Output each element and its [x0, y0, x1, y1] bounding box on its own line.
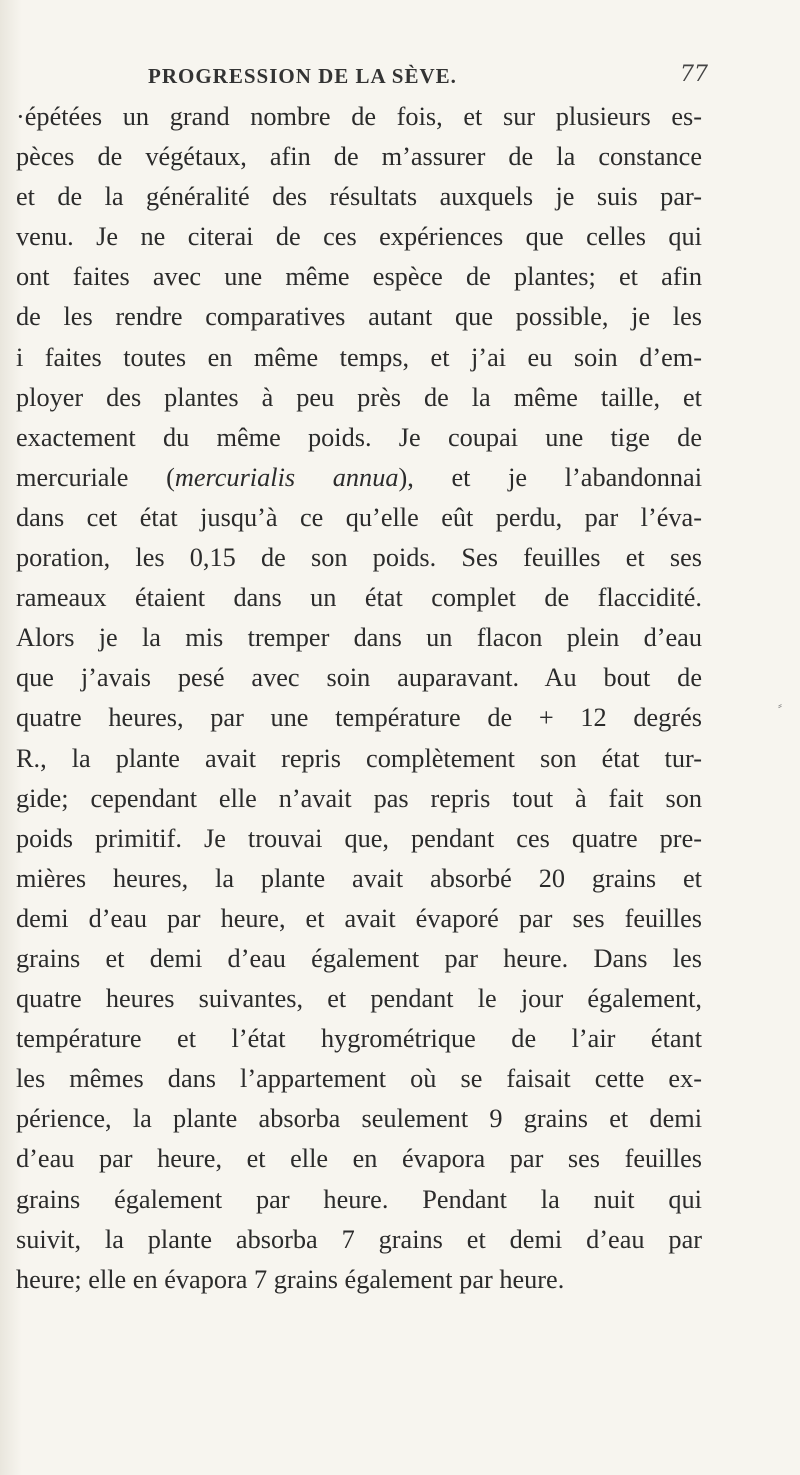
text-line: poration, les 0,15 de son poids. Ses feuilles et ses	[16, 543, 702, 573]
text-line: Alors je la mis tremper dans un flacon plein d’eau	[16, 623, 702, 653]
text-line: pèces de végétaux, afin de m’assurer de la constance	[16, 142, 702, 172]
text-line: demi d’eau par heure, et avait évaporé par ses feuilles	[16, 903, 702, 933]
text-line: de les rendre comparatives autant que possible, je les	[16, 302, 702, 332]
running-head: PROGRESSION DE LA SÈVE.	[148, 64, 457, 88]
text-line: ployer des plantes à peu près de la même taille, et	[16, 382, 702, 412]
text-line: et de la généralité des résultats auxquels je suis par-	[16, 182, 702, 212]
text-line: exactement du même poids. Je coupai une tige de	[16, 422, 702, 452]
text-line: ont faites avec une même espèce de plantes; et afin	[16, 262, 702, 292]
page-header	[148, 56, 708, 96]
text-line: que j’avais pesé avec soin auparavant. Au bout de	[16, 663, 702, 693]
text-line: R., la plante avait repris complètement son état tur-	[16, 743, 702, 773]
text-line: heure; elle en évapora 7 grains également par heure.	[16, 1264, 565, 1294]
text-line: suivit, la plante absorba 7 grains et demi d’eau par	[16, 1224, 702, 1254]
text-line: d’eau par heure, et elle en évapora par ses feuilles	[16, 1144, 702, 1174]
page-number: 77	[680, 62, 708, 87]
text-line: les mêmes dans l’appartement où se faisait cette ex-	[16, 1064, 702, 1094]
text-line: i faites toutes en même temps, et j’ai eu soin d’em-	[16, 342, 702, 372]
text-line: rameaux étaient dans un état complet de flaccidité.	[16, 583, 702, 613]
text-line: mercuriale (mercurialis annua), et je l’abandonnai	[16, 462, 702, 492]
text-line: dans cet état jusqu’à ce qu’elle eût perdu, par l’éva-	[16, 502, 702, 532]
text-line: poids primitif. Je trouvai que, pendant ces quatre pre-	[16, 823, 702, 853]
text-line: gide; cependant elle n’avait pas repris tout à fait son	[16, 783, 702, 813]
text-line: ·épétées un grand nombre de fois, et sur plusieurs es-	[16, 102, 702, 131]
text-line: mières heures, la plante avait absorbé 20 grains et	[16, 863, 702, 893]
text-line: quatre heures, par une température de + 12 degrés	[16, 703, 702, 733]
text-line: venu. Je ne citerai de ces expériences que celles qui	[16, 222, 702, 252]
text-line: quatre heures suivantes, et pendant le jour également,	[16, 984, 702, 1014]
species-name: mercurialis annua	[174, 462, 399, 492]
text-line: périence, la plante absorba seulement 9 grains et demi	[16, 1104, 702, 1134]
margin-mark: ⸗	[778, 698, 782, 712]
text-line: température et l’état hygrométrique de l’air étant	[16, 1024, 702, 1054]
text-line: grains également par heure. Pendant la nuit qui	[16, 1184, 702, 1214]
body-text	[16, 97, 702, 1300]
text-line: grains et demi d’eau également par heure. Dans les	[16, 943, 702, 973]
